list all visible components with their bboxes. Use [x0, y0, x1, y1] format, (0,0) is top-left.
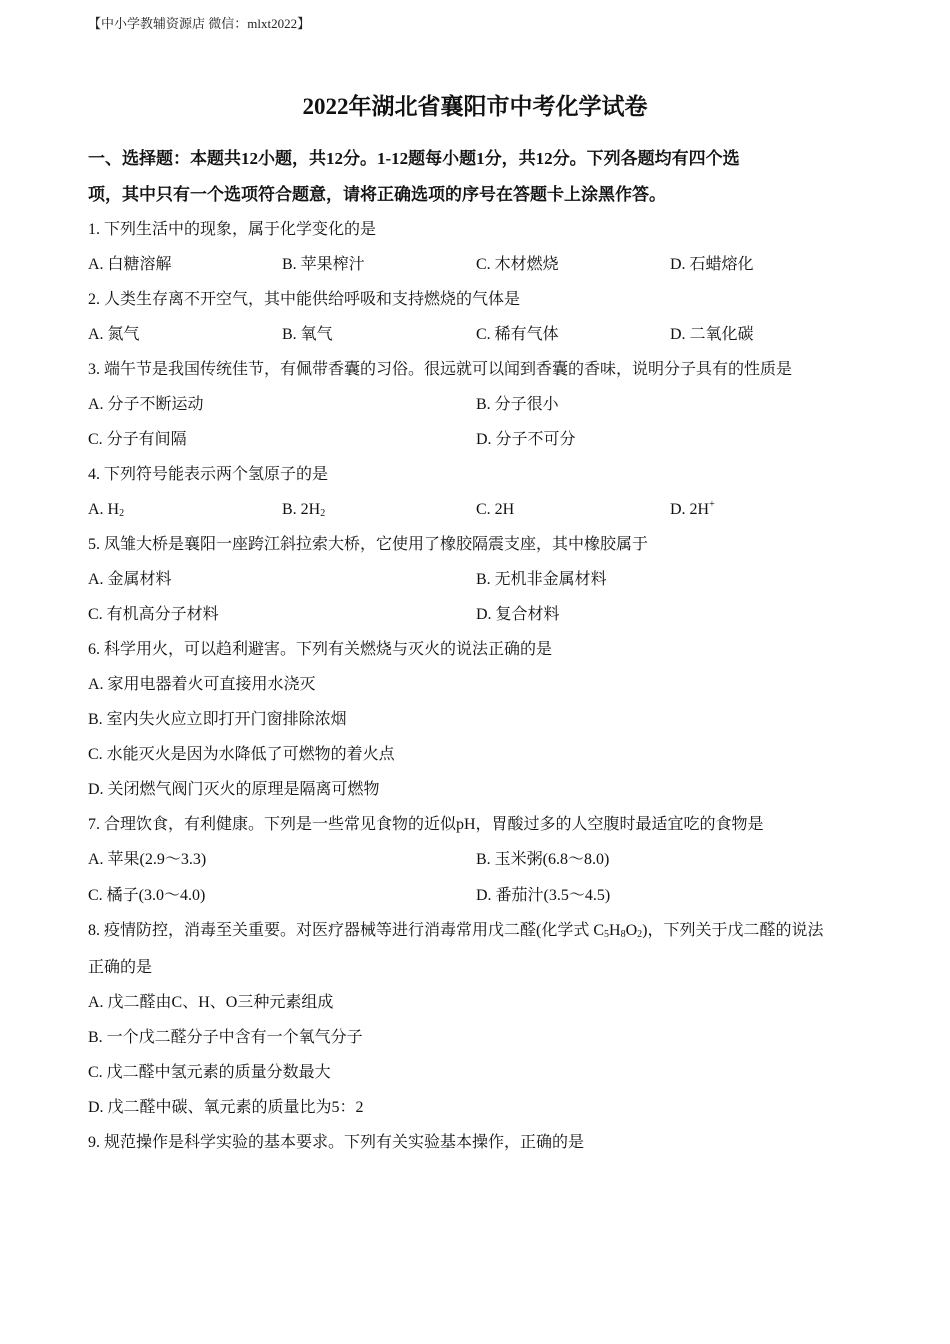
question-1-option-a: A. 白糖溶解	[88, 256, 172, 273]
question-2-option-a: A. 氮气	[88, 326, 140, 343]
question-3-stem: 3. 端午节是我国传统佳节，有佩带香囊的习俗。很远就可以闻到香囊的香味，说明分子具有的性质是	[88, 361, 793, 378]
question-8-stem-line2: 正确的是	[88, 959, 153, 976]
question-2-stem: 2. 人类生存离不开空气，其中能供给呼吸和支持燃烧的气体是	[88, 291, 521, 308]
question-4-stem: 4. 下列符号能表示两个氢原子的是	[88, 466, 329, 483]
question-7-option-d: D. 番茄汁(3.5～4.5)	[476, 887, 611, 904]
page-title: 2022年湖北省襄阳市中考化学试卷	[302, 94, 648, 119]
question-7-stem: 7. 合理饮食，有利健康。下列是一些常见食物的近似pH，胃酸过多的人空腹时最适宜吃的食物是	[88, 816, 764, 833]
question-8-option-c: C. 戊二醛中氢元素的质量分数最大	[88, 1064, 331, 1081]
question-8-option-b: B. 一个戊二醛分子中含有一个氧气分子	[88, 1029, 363, 1046]
question-1-option-d: D. 石蜡熔化	[670, 256, 754, 273]
question-9-stem: 9. 规范操作是科学实验的基本要求。下列有关实验基本操作，正确的是	[88, 1134, 585, 1151]
question-3-option-a: A. 分子不断运动	[88, 396, 204, 413]
question-4-option-c: C. 2H	[476, 501, 515, 518]
question-2-option-c: C. 稀有气体	[476, 326, 559, 343]
question-1-option-c: C. 木材燃烧	[476, 256, 559, 273]
question-6-option-a: A. 家用电器着火可直接用水浇灭	[88, 676, 316, 693]
question-3-option-c: C. 分子有间隔	[88, 431, 187, 448]
question-6-stem: 6. 科学用火，可以趋利避害。下列有关燃烧与灭火的说法正确的是	[88, 641, 553, 658]
question-8-option-d: D. 戊二醛中碳、氧元素的质量比为5：2	[88, 1099, 364, 1116]
question-5-option-b: B. 无机非金属材料	[476, 571, 607, 588]
question-3-option-d: D. 分子不可分	[476, 431, 576, 448]
question-5-stem: 5. 凤雏大桥是襄阳一座跨江斜拉索大桥，它使用了橡胶隔震支座，其中橡胶属于	[88, 536, 649, 553]
question-6-option-b: B. 室内失火应立即打开门窗排除浓烟	[88, 711, 347, 728]
question-1-stem: 1. 下列生活中的现象，属于化学变化的是	[88, 221, 377, 238]
header-note: 【中小学教辅资源店 微信：mlxt2022】	[88, 16, 311, 31]
question-7-option-c: C. 橘子(3.0～4.0)	[88, 887, 206, 904]
section-heading-line2: 项，其中只有一个选项符合题意，请将正确选项的序号在答题卡上涂黑作答。	[88, 185, 666, 204]
question-5-option-d: D. 复合材料	[476, 606, 560, 623]
question-6-option-d: D. 关闭燃气阀门灭火的原理是隔离可燃物	[88, 781, 380, 798]
question-8-stem-line1: 8. 疫情防控，消毒至关重要。对医疗器械等进行消毒常用戊二醛(化学式 $C_5H_8O_2$)，下列关于戊二醛的说法	[88, 922, 824, 940]
question-5-option-a: A. 金属材料	[88, 571, 172, 588]
question-5-option-c: C. 有机高分子材料	[88, 606, 219, 623]
question-2-option-b: B. 氧气	[282, 326, 333, 343]
question-7-option-b: B. 玉米粥(6.8～8.0)	[476, 851, 610, 868]
question-3-option-b: B. 分子很小	[476, 396, 559, 413]
question-7-option-a: A. 苹果(2.9～3.3)	[88, 851, 207, 868]
question-2-option-d: D. 二氧化碳	[670, 326, 754, 343]
section-heading-line1: 一、选择题：本题共12小题，共12分。1-12题每小题1分，共12分。下列各题均有四个选	[88, 149, 740, 168]
question-4-option-b: B. $2H_2$	[282, 501, 326, 519]
question-1-option-b: B. 苹果榨汁	[282, 256, 365, 273]
question-8-option-a: A. 戊二醛由C、H、O三种元素组成	[88, 994, 334, 1011]
question-6-option-c: C. 水能灭火是因为水降低了可燃物的着火点	[88, 746, 395, 763]
question-4-option-a: A. $H_2$	[88, 501, 125, 519]
question-4-option-d: D. 2H+	[670, 499, 715, 518]
